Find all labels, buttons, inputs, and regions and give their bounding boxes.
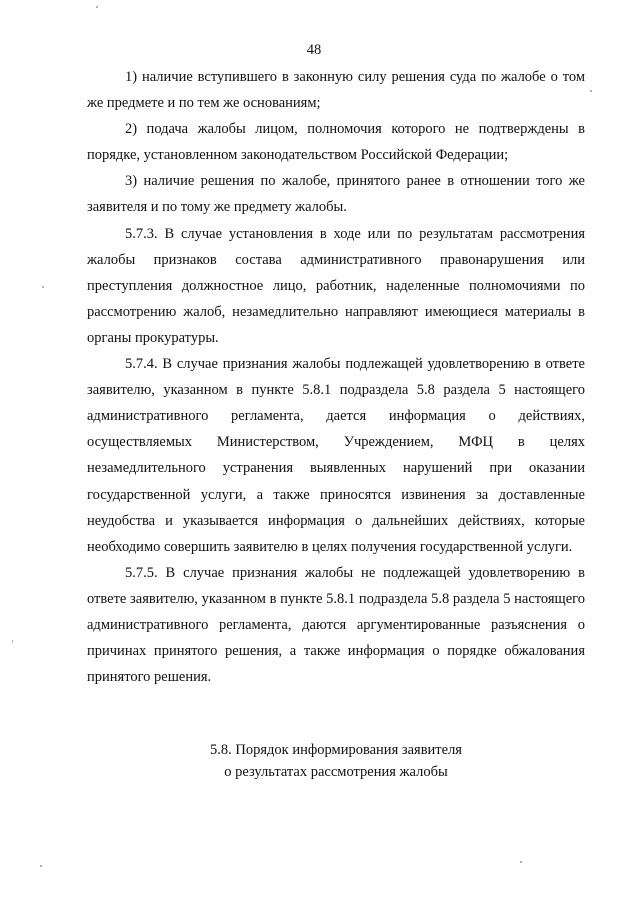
paragraph-5-7-4: 5.7.4. В случае признания жалобы подлежащей удовлетворению в ответе заявителю, указанном в пункте 5.8.1 подраздела 5.8 раздела 5 настоящего административного регламента, дается информация о действиях, осуществляемых Министерством, Учреждением, МФЦ в целях незамедлительного устранения выявленных нарушений при оказании государственной услуги, а также приносятся извинения за доставленные неудобства и указывается информация о дальнейших действиях, которые необходимо совершить заявителю в целях получения государственной услуги. [87,356,585,555]
scan-speck [12,640,13,643]
section-heading [87,739,585,783]
section-heading-line-2: о результатах рассмотрения жалобы [224,764,448,780]
paragraph-item-1: 1) наличие вступившего в законную силу решения суда по жалобе о том же предмете и по тем же основаниям; [87,69,585,112]
scan-speck [590,90,592,92]
paragraph-item-2: 2) подача жалобы лицом, полномочия которого не подтверждены в порядке, установленном законодательством Российской Федерации; [87,121,585,164]
paragraph-5-7-3: 5.7.3. В случае установления в ходе или по результатам рассмотрения жалобы признаков состава административного правонарушения или преступления должностное лицо, работник, наделенные полномочиями по рассмотрению жалоб, незамедлительно направляют имеющиеся материалы в органы прокуратуры. [87,225,585,346]
scan-speck [42,286,44,288]
page-number: 48 [306,42,322,58]
scan-speck [96,6,98,8]
paragraph-item-3: 3) наличие решения по жалобе, принятого ранее в отношении того же заявителя и по тому же предмету жалобы. [87,173,585,216]
document-body [87,64,585,690]
section-heading-line-1: 5.8. Порядок информирования заявителя [210,742,462,758]
scan-speck [40,865,42,867]
paragraph-5-7-5: 5.7.5. В случае признания жалобы не подлежащей удовлетворению в ответе заявителю, указанном в пункте 5.8.1 подраздела 5.8 раздела 5 настоящего административного регламента, даются аргументированные разъяснения о причинах принятого решения, а также информация о порядке обжалования принятого решения. [87,564,585,686]
scan-speck [520,861,522,863]
